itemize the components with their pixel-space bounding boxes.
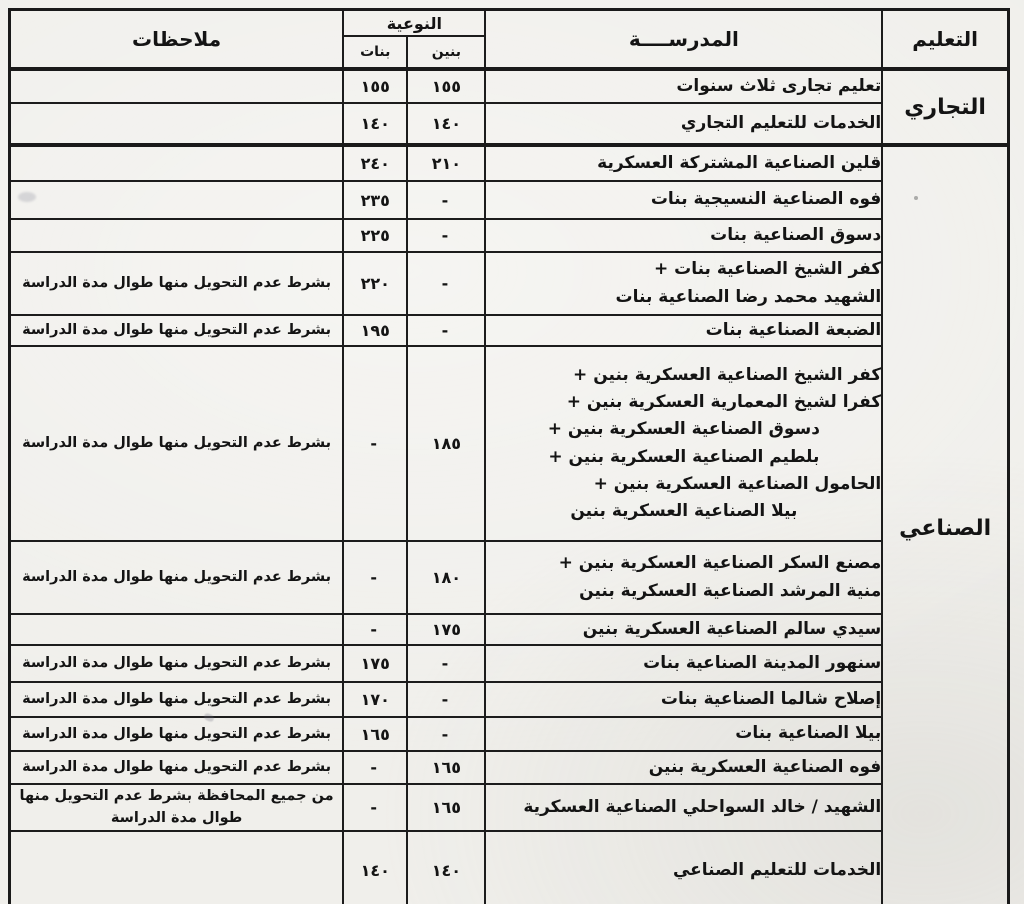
boys-score-cell: ١٨٠: [407, 541, 485, 614]
notes-cell: بشرط عدم التحويل منها طوال مدة الدراسة: [10, 541, 344, 614]
col-header-notes: ملاحظات: [10, 10, 344, 70]
school-name: كفرا لشيخ المعمارية العسكرية بنين +: [566, 392, 882, 413]
notes-cell: من جميع المحافظة بشرط عدم التحويل منها طوال مدة الدراسة: [10, 784, 344, 831]
boys-score-cell: ١٥٥: [407, 69, 485, 103]
school-cell: [485, 541, 882, 614]
notes-cell: [10, 69, 344, 103]
boys-score-cell: -: [407, 645, 485, 682]
table-row: [10, 181, 1009, 219]
table-row: [10, 103, 1009, 145]
table-row: [10, 315, 1009, 346]
notes-cell: بشرط عدم التحويل منها طوال مدة الدراسة: [10, 682, 344, 717]
school-cell: [485, 219, 882, 252]
boys-score-cell: ٢١٠: [407, 145, 485, 181]
notes-cell: [10, 181, 344, 219]
school-cell: [485, 614, 882, 645]
col-header-education: التعليم: [882, 10, 1008, 70]
section-label-industrial: الصناعي: [882, 145, 1008, 904]
school-name: الحامول الصناعية العسكرية بنين +: [593, 473, 882, 494]
boys-score-cell: -: [407, 219, 485, 252]
admission-scores-table: [8, 8, 1010, 904]
school-name: بلطيم الصناعية العسكرية بنين +: [548, 446, 820, 467]
notes-cell: [10, 145, 344, 181]
school-cell: [485, 315, 882, 346]
boys-score-cell: ١٤٠: [407, 831, 485, 904]
girls-score-cell: ٢٢٥: [343, 219, 407, 252]
school-name: تعليم تجارى ثلاث سنوات: [676, 75, 882, 96]
school-cell: [485, 69, 882, 103]
school-name: قلين الصناعية المشتركة العسكرية: [597, 152, 882, 173]
school-cell: [485, 751, 882, 784]
school-name: الشهيد / خالد السواحلي الصناعية العسكرية: [523, 796, 882, 817]
girls-score-cell: -: [343, 541, 407, 614]
boys-score-cell: ١٧٥: [407, 614, 485, 645]
boys-score-cell: -: [407, 252, 485, 315]
school-name: الضبعة الصناعية بنات: [705, 319, 882, 340]
table-row: [10, 252, 1009, 315]
girls-score-cell: ١٦٥: [343, 717, 407, 751]
school-cell: [485, 645, 882, 682]
col-header-quality: النوعية: [343, 10, 485, 37]
school-cell: [485, 784, 882, 831]
boys-score-cell: -: [407, 315, 485, 346]
boys-score-cell: -: [407, 682, 485, 717]
school-name: مصنع السكر الصناعية العسكرية بنين +: [558, 553, 882, 574]
table-row: [10, 784, 1009, 831]
girls-score-cell: ١٥٥: [343, 69, 407, 103]
school-name: فوه الصناعية النسيجية بنات: [650, 189, 882, 210]
col-header-school: المدرســــة: [485, 10, 882, 70]
school-name: دسوق الصناعية العسكرية بنين +: [547, 419, 820, 440]
school-cell: [485, 831, 882, 904]
school-name: كفر الشيخ الصناعية العسكرية بنين +: [573, 364, 882, 385]
school-name: الخدمات للتعليم الصناعي: [672, 860, 882, 881]
table-row: [10, 645, 1009, 682]
header-row-1: [10, 10, 1009, 37]
section-label-commercial: التجاري: [882, 69, 1008, 145]
notes-cell: بشرط عدم التحويل منها طوال مدة الدراسة: [10, 346, 344, 541]
school-name: الشهيد محمد رضا الصناعية بنات: [615, 286, 882, 307]
col-header-boys: بنين: [407, 36, 485, 69]
table-row: [10, 717, 1009, 751]
school-name: سيدي سالم الصناعية العسكرية بنين: [582, 618, 882, 639]
notes-cell: بشرط عدم التحويل منها طوال مدة الدراسة: [10, 751, 344, 784]
notes-cell: [10, 831, 344, 904]
table-row: [10, 346, 1009, 541]
school-cell: [485, 181, 882, 219]
girls-score-cell: ١٩٥: [343, 315, 407, 346]
school-name: الخدمات للتعليم التجاري: [680, 112, 882, 133]
school-cell: [485, 103, 882, 145]
notes-cell: بشرط عدم التحويل منها طوال مدة الدراسة: [10, 717, 344, 751]
col-header-girls: بنات: [343, 36, 407, 69]
notes-cell: [10, 103, 344, 145]
notes-cell: بشرط عدم التحويل منها طوال مدة الدراسة: [10, 645, 344, 682]
school-cell: [485, 252, 882, 315]
school-cell: [485, 145, 882, 181]
table-row: [10, 751, 1009, 784]
boys-score-cell: ١٤٠: [407, 103, 485, 145]
boys-score-cell: ١٦٥: [407, 751, 485, 784]
table-row: [10, 69, 1009, 103]
notes-cell: بشرط عدم التحويل منها طوال مدة الدراسة: [10, 252, 344, 315]
girls-score-cell: ٢٤٠: [343, 145, 407, 181]
girls-score-cell: ٢٣٥: [343, 181, 407, 219]
notes-cell: بشرط عدم التحويل منها طوال مدة الدراسة: [10, 315, 344, 346]
girls-score-cell: ٢٢٠: [343, 252, 407, 315]
girls-score-cell: ١٤٠: [343, 103, 407, 145]
school-name: كفر الشيخ الصناعية بنات +: [653, 259, 882, 280]
table-row: [10, 219, 1009, 252]
boys-score-cell: ١٦٥: [407, 784, 485, 831]
girls-score-cell: -: [343, 614, 407, 645]
table-row: [10, 682, 1009, 717]
girls-score-cell: -: [343, 346, 407, 541]
girls-score-cell: ١٧٠: [343, 682, 407, 717]
girls-score-cell: ١٧٥: [343, 645, 407, 682]
boys-score-cell: ١٨٥: [407, 346, 485, 541]
school-cell: [485, 346, 882, 541]
school-name: إصلاح شالما الصناعية بنات: [660, 688, 882, 709]
girls-score-cell: -: [343, 784, 407, 831]
school-name: سنهور المدينة الصناعية بنات: [643, 652, 882, 673]
table-row: [10, 541, 1009, 614]
table-row: [10, 614, 1009, 645]
school-cell: [485, 682, 882, 717]
table-row: [10, 145, 1009, 181]
school-cell: [485, 717, 882, 751]
school-name: فوه الصناعية العسكرية بنين: [648, 756, 882, 777]
boys-score-cell: -: [407, 181, 485, 219]
boys-score-cell: -: [407, 717, 485, 751]
school-name: بيلا الصناعية بنات: [735, 723, 882, 744]
notes-cell: [10, 219, 344, 252]
school-name: منية المرشد الصناعية العسكرية بنين: [579, 580, 882, 601]
table-row: [10, 831, 1009, 904]
school-name: بيلا الصناعية العسكرية بنين: [570, 500, 798, 521]
school-name: دسوق الصناعية بنات: [710, 224, 882, 245]
girls-score-cell: ١٤٠: [343, 831, 407, 904]
notes-cell: [10, 614, 344, 645]
girls-score-cell: -: [343, 751, 407, 784]
